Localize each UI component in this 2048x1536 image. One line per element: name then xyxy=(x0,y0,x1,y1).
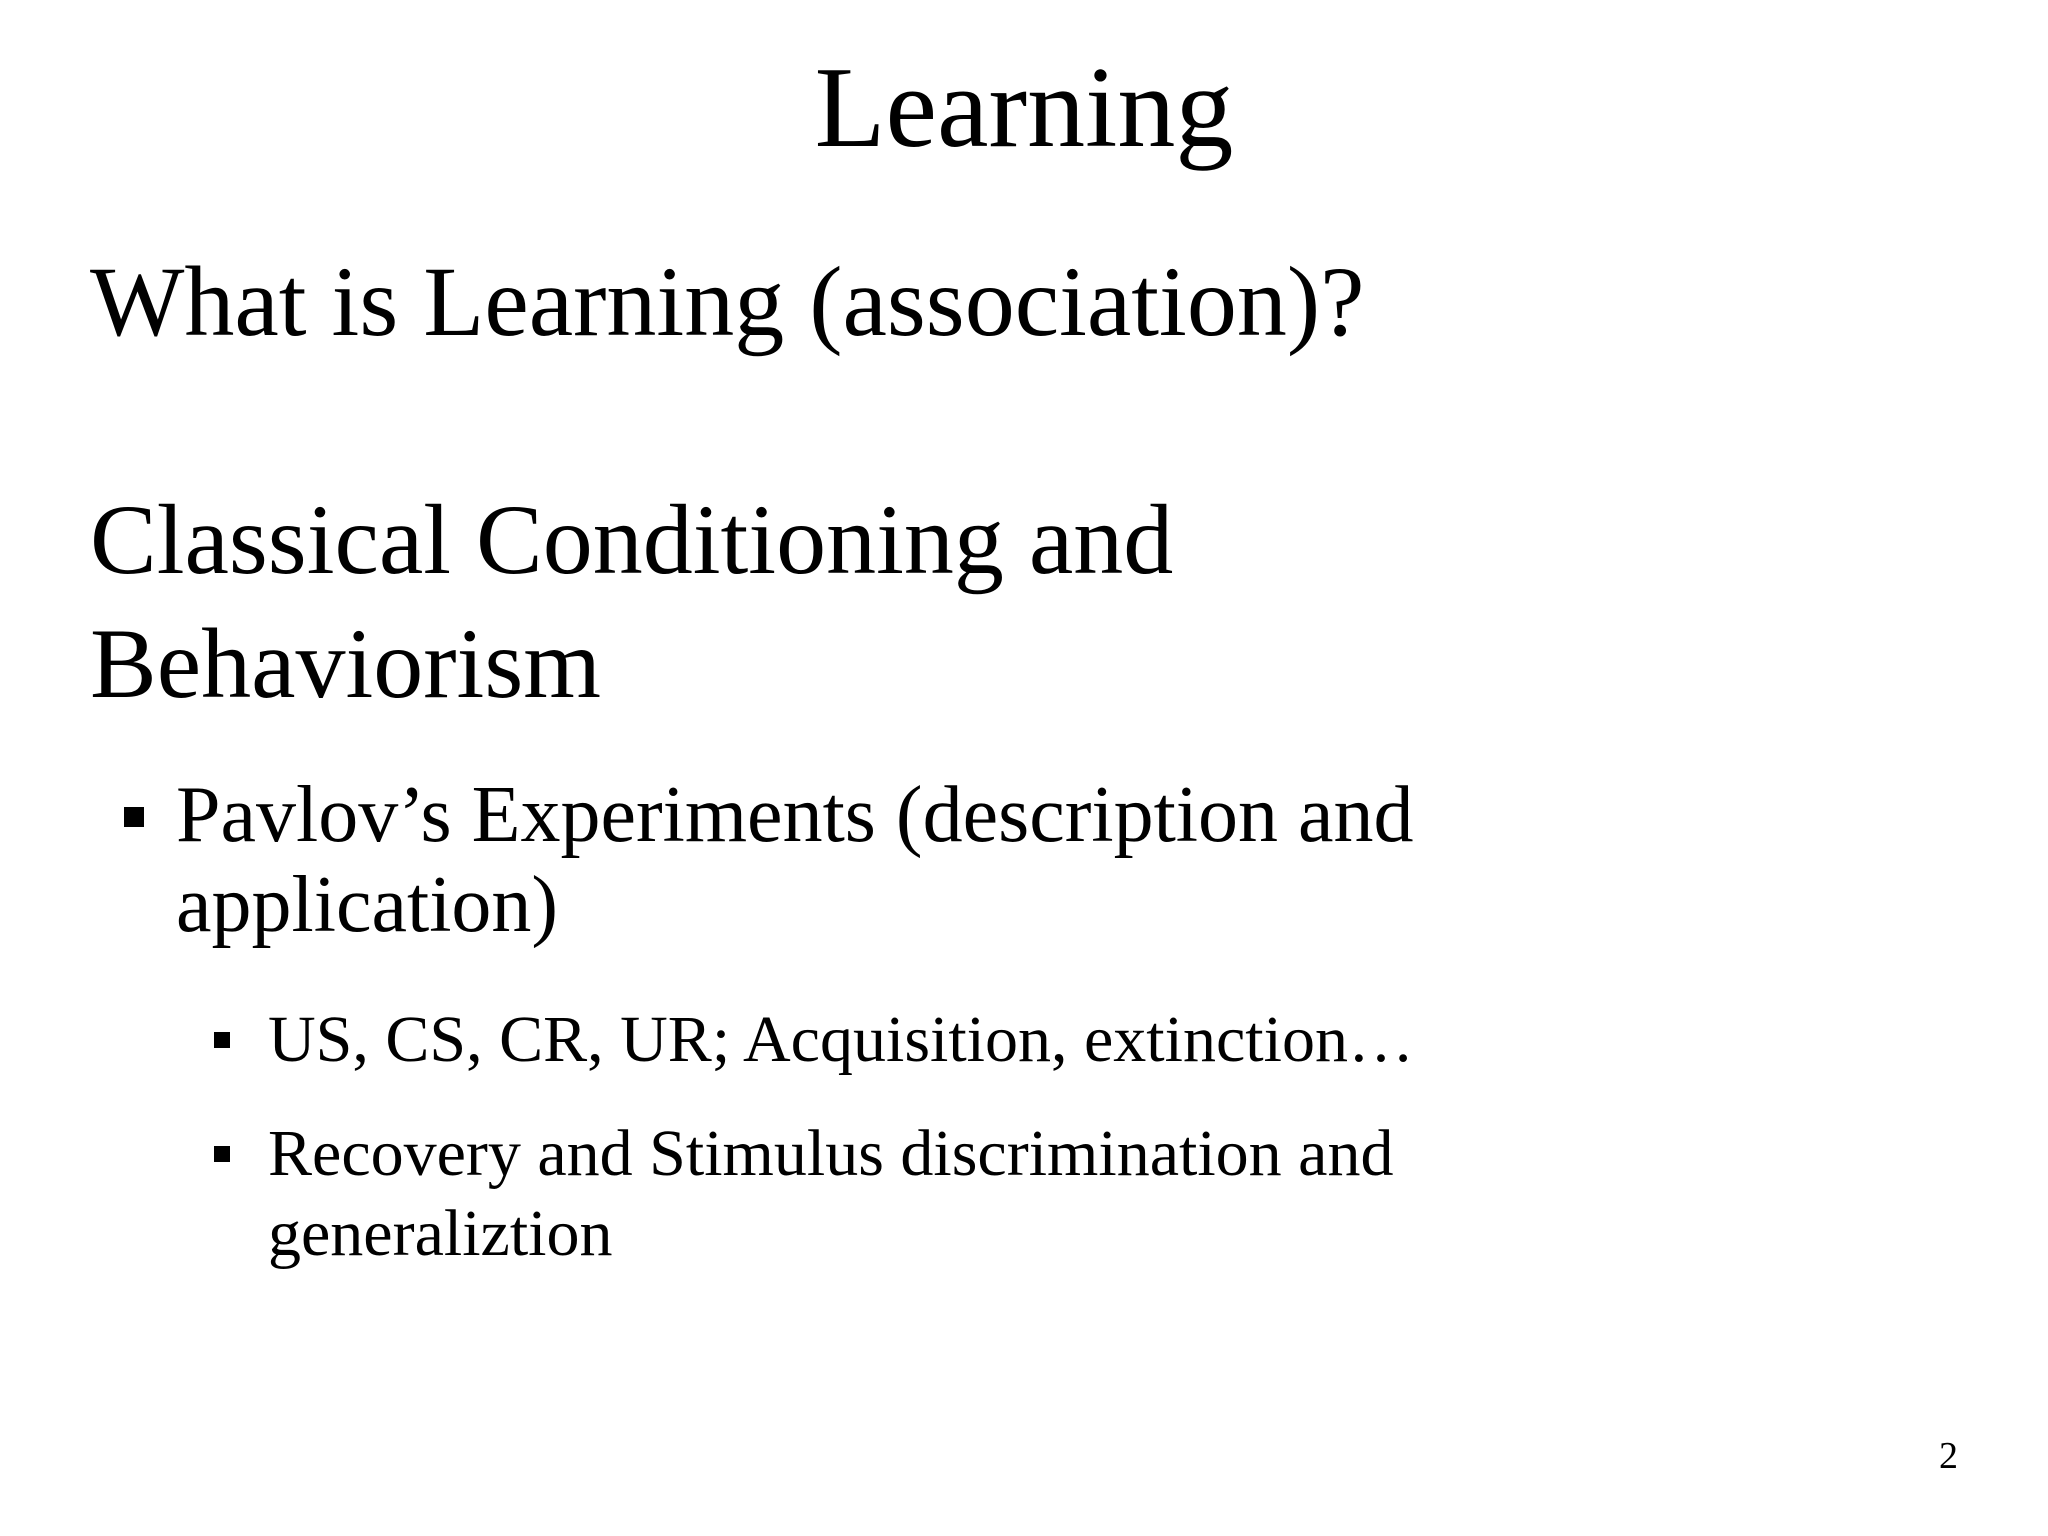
square-bullet-icon xyxy=(214,1146,230,1162)
sub-bullet-recovery-text: Recovery and Stimulus discrimination and generaliztion xyxy=(268,1117,1394,1270)
heading-classical-conditioning xyxy=(90,478,1390,726)
page-number: 2 xyxy=(1939,1435,1958,1477)
heading-classical-text: Classical Conditioning and Behaviorism xyxy=(90,484,1174,719)
sub-bullet-us-cs xyxy=(268,1000,1768,1080)
heading-what-is-learning: What is Learning (association)? xyxy=(90,246,1365,357)
square-bullet-icon xyxy=(214,1032,230,1048)
sub-bullet-us-cs-text: US, CS, CR, UR; Acquisition, extinction… xyxy=(268,1003,1414,1076)
square-bullet-icon xyxy=(124,807,144,827)
sub-bullet-recovery xyxy=(268,1114,1668,1274)
bullet-pavlov xyxy=(176,770,1676,950)
bullet-pavlov-text: Pavlov’s Experiments (description and application) xyxy=(176,771,1414,949)
slide-title: Learning xyxy=(814,44,1234,172)
